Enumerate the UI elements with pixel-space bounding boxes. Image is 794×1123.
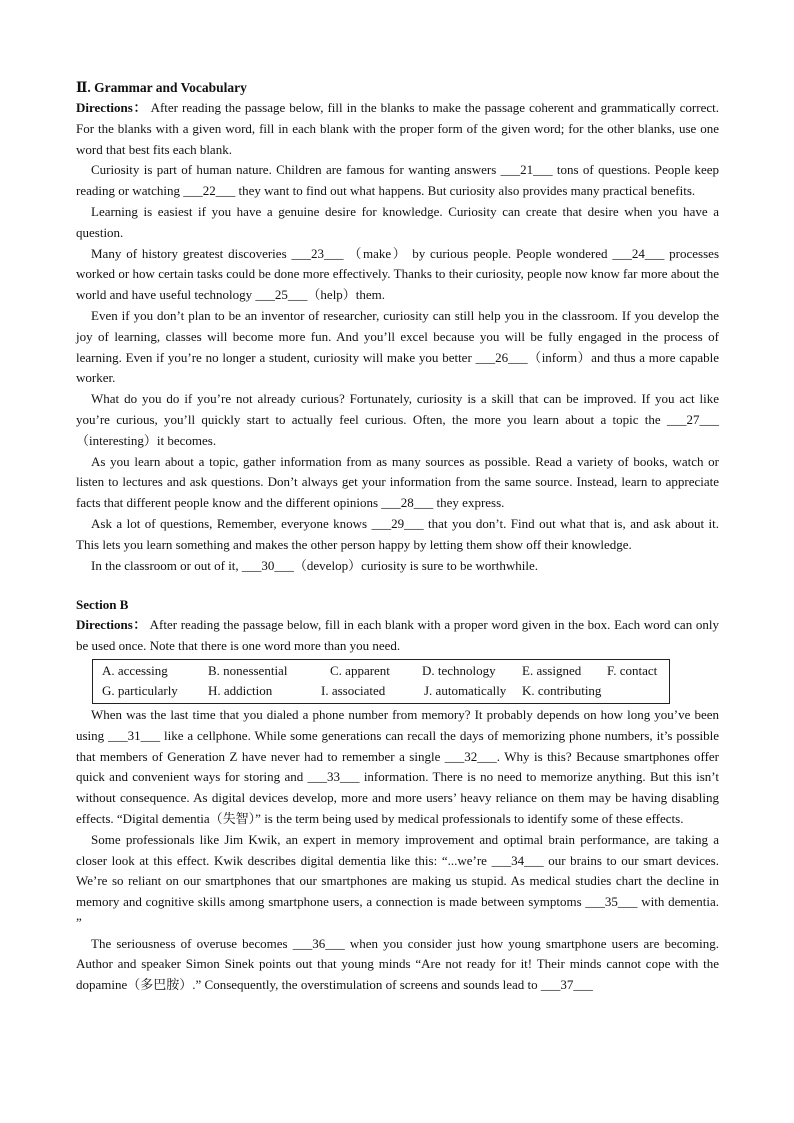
worksheet-page (76, 78, 719, 996)
paragraph: Some professionals like Jim Kwik, an expert in memory improvement and optimal brain performance, are taking a closer look at this effect. Kwik describes digital dementia like this: “...we’re ___34___ our brains to our smart devices. We’re so reliant on our smartphones that our smartphones are making us stupid. As medical studies chart the decline in memory and cognitive skills among smartphone users, a connection is made between symptoms ___35___ with dementia. ” (76, 831, 719, 930)
word-bank-option: C. apparent (330, 662, 390, 678)
word-bank-row (93, 661, 669, 682)
paragraph: Curiosity is part of human nature. Children are famous for wanting answers ___21___ tons of questions. People keep reading or watching ___22___ they want to find out what happens. But curiosity also provides many practical benefits. (76, 162, 719, 199)
paragraph: Many of history greatest discoveries ___23___ （make） by curious people. People wondered ___24___ processes worked or how certain tasks could be done more effectively. Thanks to their curiosity, people now know far more about the world and have useful technology ___25___（help）them. (76, 245, 719, 303)
word-bank-option: I. associated (321, 683, 386, 699)
word-bank-option: E. assigned (522, 662, 582, 678)
section-b-directions (76, 615, 719, 657)
paragraph: Even if you don’t plan to be an inventor of researcher, curiosity can still help you in the classroom. If you develop the joy of learning, classes will become more fun. And you’ll excel because you will be fully engaged in the process of learning. Even if you’re no longer a student, curiosity will make you better ___26___（inform）and thus a more capable worker. (76, 307, 719, 386)
word-bank-option: K. contributing (522, 683, 602, 699)
paragraph: Ask a lot of questions, Remember, everyone knows ___29___ that you don’t. Find out what that is, and ask about it. This lets you learn something and makes the other person happy by letting them show off their knowledge. (76, 515, 719, 552)
directions-label: Directions： (76, 100, 148, 115)
word-bank-option: J. automatically (424, 683, 507, 699)
word-bank-option: G. particularly (102, 683, 178, 699)
directions-label: Directions： (76, 617, 147, 633)
word-bank-row (93, 681, 669, 702)
paragraph: The seriousness of overuse becomes ___36___ when you consider just how young smartphone users are becoming. Author and speaker Simon Sinek points out that young minds “Are not ready for it! Their minds cannot cope with the dopamine（多巴胺）.” Consequently, the overstimulation of screens and sounds lead to ___37___ (76, 935, 719, 993)
section-a-directions (76, 98, 719, 160)
paragraph: When was the last time that you dialed a phone number from memory? It probably depends on how long you’ve been using ___31___ like a cellphone. While some generations can recall the days of memorizing phone numbers, it’s possible that members of Generation Z have never had to remember a single ___32___. Why is this? Because smartphones offer quick and convenient ways for storing and ___33___ information. There is no need to memorize anything. But this isn’t without consequence. As digital devices develop, more and more users’ heavy reliance on them may be having disabling effects. “Digital dementia（失智）” is the term being used by medical professionals to identify some of these effects. (76, 706, 719, 826)
word-bank-option: H. addiction (208, 683, 273, 699)
paragraph: What do you do if you’re not already curious? Fortunately, curiosity is a skill that can be improved. If you act like you’re curious, you’ll quickly start to actually feel curious. Often, the more you learn about a topic the ___27___（interesting）it becomes. (76, 391, 719, 448)
word-bank-option: D. technology (422, 662, 496, 678)
paragraph: As you learn about a topic, gather information from as many sources as possible. Read a variety of books, watch or listen to lectures and ask questions. Don’t always get your information from the same source. Instead, learn to appreciate facts that different people know and the different opinions ___28___ they express. (76, 453, 719, 511)
word-bank-box (92, 659, 670, 704)
word-bank-option: B. nonessential (208, 662, 288, 678)
directions-text: After reading the passage below, fill in each blank with a proper word given in the box. Each word can only be used once. Note that there is one word more than you need. (76, 617, 719, 654)
word-bank-option: A. accessing (102, 662, 168, 678)
section-b-title: Section B (76, 597, 129, 613)
paragraph: Learning is easiest if you have a genuine desire for knowledge. Curiosity can create that desire when you have a question. (76, 203, 719, 240)
paragraph: In the classroom or out of it, ___30___（develop）curiosity is sure to be worthwhile. (91, 557, 538, 573)
directions-text: After reading the passage below, fill in the blanks to make the passage coherent and grammatically correct. For the blanks with a given word, fill in each blank with the proper form of the given word; for the other blanks, use one word that best fits each blank. (76, 100, 719, 157)
section-a-title: Ⅱ. Grammar and Vocabulary (76, 80, 247, 95)
word-bank-option: F. contact (607, 662, 658, 678)
